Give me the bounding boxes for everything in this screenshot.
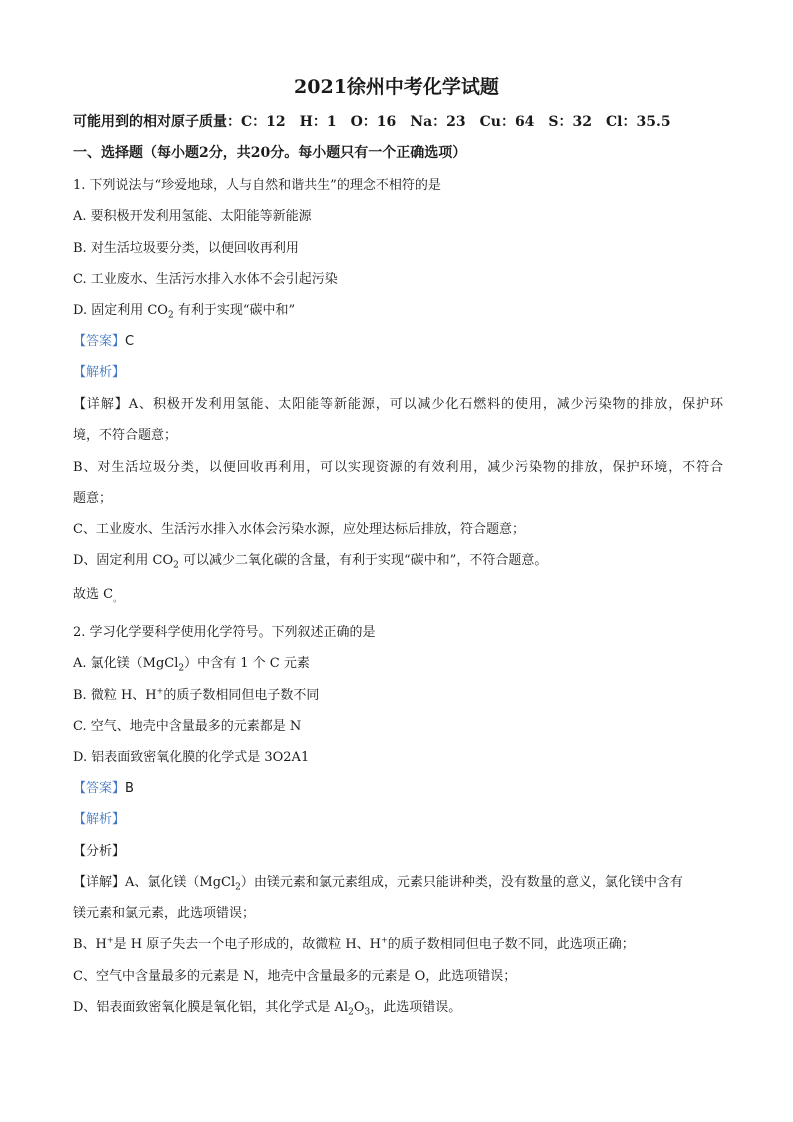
q2-fenxi-tag: 【分析】 xyxy=(73,844,126,859)
q1-d-line-text: D、固定利用 CO xyxy=(73,553,174,568)
q1-analysis-tag: 【解析】 xyxy=(73,365,126,380)
q2-detail-line1-text: 【详解】A、氯化镁（MgCl xyxy=(73,875,236,890)
q1-b-line1: B、对生活垃圾分类，以便回收再利用，可以实现资源的有效利用，减少污染物的排放，保护环境，不符合 xyxy=(73,460,723,475)
q1-c-line: C、工业废水、生活污水排入水体会污染水源，应处理达标后排放，符合题意； xyxy=(73,522,525,537)
q2-b-line-superscript-2: + xyxy=(381,935,388,945)
q1-conclusion xyxy=(73,583,723,605)
q1-option-d xyxy=(73,299,723,321)
q1-conclusion-text: 故选 C xyxy=(73,587,114,602)
q2-d-line-text: D、铝表面致密氧化膜是氧化铝，其化学式是 Al xyxy=(73,1000,349,1015)
q2-stem: 2. 学习化学要科学使用化学符号。下列叙述正确的是 xyxy=(73,625,376,640)
q2-b-line-text-end: 的质子数相同但电子数不同，此选项正确； xyxy=(387,937,635,952)
q2-answer xyxy=(73,777,723,796)
q1-answer xyxy=(73,330,723,349)
q1-detail-line1: 【详解】A、积极开发利用氢能、太阳能等新能源，可以减少化石燃料的使用，减少污染物的排放，保护环 xyxy=(73,397,723,412)
q2-option-b-superscript: + xyxy=(156,686,164,696)
q2-detail-line1-text-end: ）由镁元素和氯元素组成，元素只能讲种类，没有数量的意义，氯化镁中含有 xyxy=(240,875,683,890)
q1-detail-line2: 境，不符合题意； xyxy=(73,428,178,443)
page-title: 2021徐州中考化学试题 xyxy=(294,76,499,98)
q2-b-line-text: B、H xyxy=(73,937,107,952)
q2-option-b xyxy=(73,684,723,703)
q2-d-line xyxy=(73,996,723,1018)
q1-option-d-text: D. 固定利用 CO xyxy=(73,303,168,318)
q2-c-line: C、空气中含量最多的元素是 N，地壳中含量最多的元素是 O，此选项错误； xyxy=(73,969,517,984)
q2-option-b-text-end: 的质子数相同但电子数不同 xyxy=(163,688,320,703)
q2-b-line-superscript: + xyxy=(106,935,114,945)
section-heading: 一、选择题（每小题2分，共20分。每小题只有一个正确选项） xyxy=(73,145,467,161)
q2-option-b-text: B. 微粒 H、H xyxy=(73,688,157,703)
q2-option-a xyxy=(73,652,723,674)
q1-d-line-text-end: 可以减少二氧化碳的含量，有利于实现“碳中和”，不符合题意。 xyxy=(178,553,548,568)
q2-option-a-text: A. 氯化镁（MgCl xyxy=(73,656,179,671)
q2-d-line-subscript-2: 3 xyxy=(364,1007,371,1018)
q1-d-line xyxy=(73,549,723,571)
answer-tag: 【答案】 xyxy=(73,334,126,349)
q2-d-line-text-end: ，此选项错误。 xyxy=(370,1000,462,1015)
q2-analysis-tag: 【解析】 xyxy=(73,812,126,827)
q2-b-line xyxy=(73,933,723,952)
q2-d-line-subscript: 2 xyxy=(348,1007,354,1018)
q1-conclusion-end: 。 xyxy=(113,594,123,605)
q2-d-line-text-mid: O xyxy=(353,1000,365,1015)
q1-option-c: C. 工业废水、生活污水排入水体不会引起污染 xyxy=(73,272,338,287)
q2-detail-line2: 镁元素和氯元素，此选项错误； xyxy=(73,906,256,921)
q2-option-d: D. 铝表面致密氧化膜的化学式是 3O2A1 xyxy=(73,750,310,765)
answer-tag: 【答案】 xyxy=(73,781,126,796)
q2-option-a-subscript: 2 xyxy=(178,663,185,674)
q1-b-line2: 题意； xyxy=(73,491,113,506)
q2-option-a-text-end: ）中含有 1 个 C 元素 xyxy=(184,656,310,671)
q2-option-c: C. 空气、地壳中含量最多的元素都是 N xyxy=(73,719,302,734)
q1-option-d-subscript: 2 xyxy=(167,310,174,321)
answer-value: C xyxy=(125,334,135,349)
q1-d-line-subscript: 2 xyxy=(173,560,179,571)
q2-b-line-text-mid: 是 H 原子失去一个电子形成的，故微粒 H、H xyxy=(113,937,382,952)
q1-stem: 1. 下列说法与“珍爱地球，人与自然和谐共生”的理念不相符的是 xyxy=(73,178,441,193)
atomic-masses-line: 可能用到的相对原子质量：C：12 H：1 O：16 Na：23 Cu：64 S：32 Cl：35.5 xyxy=(73,114,671,130)
answer-value: B xyxy=(125,781,134,796)
q1-option-d-text-end: 有利于实现“碳中和” xyxy=(173,303,296,318)
q1-option-b: B. 对生活垃圾要分类，以便回收再利用 xyxy=(73,241,299,256)
q1-option-a: A. 要积极开发利用氢能、太阳能等新能源 xyxy=(73,209,312,224)
q2-detail-line1 xyxy=(73,871,723,893)
q2-detail-line1-subscript: 2 xyxy=(235,882,241,893)
